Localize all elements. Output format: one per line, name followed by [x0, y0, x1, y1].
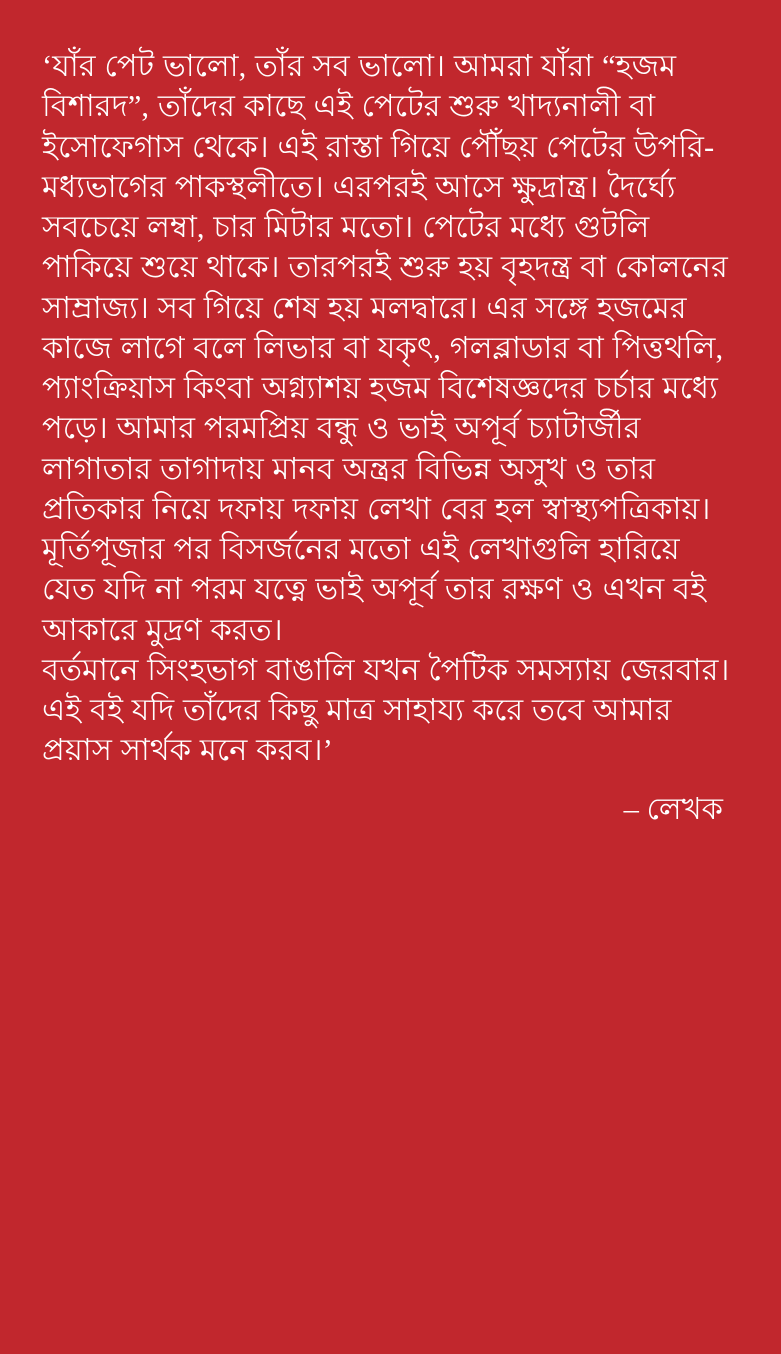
paragraph-2: বর্তমানে সিংহভাগ বাঙালি যখন পৈটিক সমস্যায় জেরবার। এই বই যদি তাঁদের কিছু মাত্র সাহায্য করে তবে আমার প্রয়াস সার্থক মনে করব।’: [42, 652, 730, 768]
bottom-spacer: [42, 829, 741, 1324]
body-text-block: [42, 46, 741, 771]
paragraph-1: ‘যাঁর পেট ভালো, তাঁর সব ভালো। আমরা যাঁরা “হজম বিশারদ”, তাঁদের কাছে এই পেটের শুরু খাদ্যনালী বা ইসোফেগাস থেকে। এই রাস্তা গিয়ে পৌঁছয় পেটের উপরি-মধ্যভাগের পাকস্থলীতে। এরপরই আসে ক্ষুদ্রান্ত্র। দৈর্ঘ্যে সবচেয়ে লম্বা, চার মিটার মতো। পেটের মধ্যে গুটলি পাকিয়ে শুয়ে থাকে। তারপরই শুরু হয় বৃহদন্ত্র বা কোলনের সাম্রাজ্য। সব গিয়ে শেষ হয় মলদ্বারে। এর সঙ্গে হজমের কাজে লাগে বলে লিভার বা যকৃৎ, গলব্লাডার বা পিত্তথলি, প্যাংক্রিয়াস কিংবা অগ্ন্যাশয় হজম বিশেষজ্ঞদের চর্চার মধ্যে পড়ে। আমার পরমপ্রিয় বন্ধু ও ভাই অপূর্ব চ্যাটার্জীর লাগাতার তাগাদায় মানব অন্ত্রর বিভিন্ন অসুখ ও তার প্রতিকার নিয়ে দফায় দফায় লেখা বের হল স্বাস্থ্যপত্রিকায়। মূর্তিপূজার পর বিসর্জনের মতো এই লেখাগুলি হারিয়ে যেত যদি না পরম যত্নে ভাই অপূর্ব তার রক্ষণ ও এখন বই আকারে মুদ্রণ করত।: [42, 49, 728, 647]
author-signature: – লেখক: [623, 791, 723, 826]
